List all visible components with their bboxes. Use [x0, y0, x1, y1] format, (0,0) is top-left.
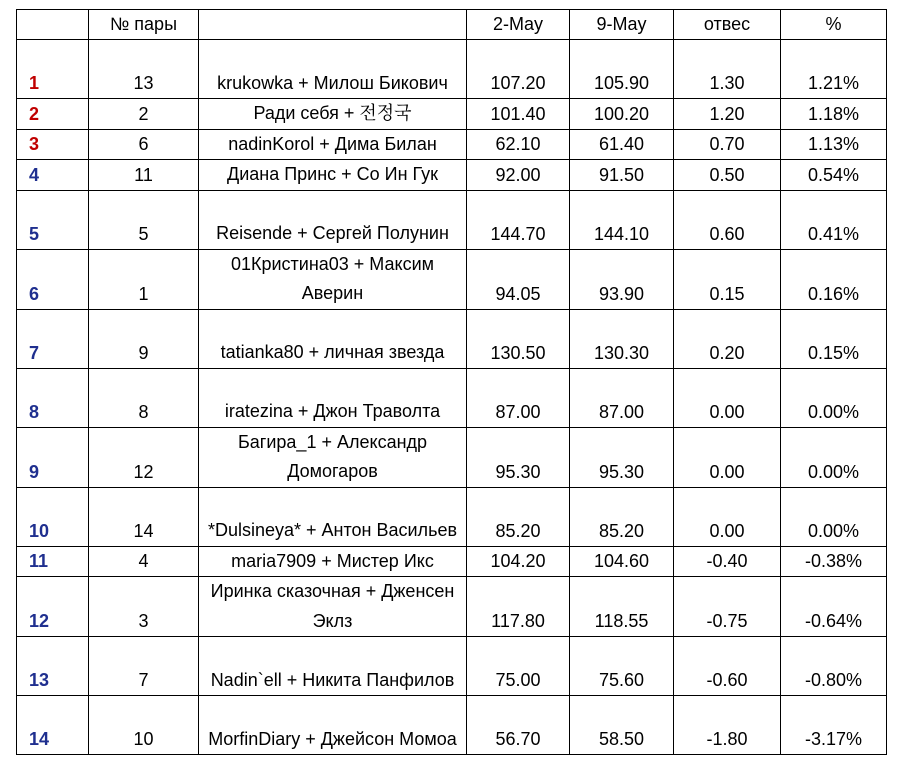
- pair-number-cell: 8: [89, 368, 199, 427]
- table-row: [17, 368, 887, 427]
- date-1-value: 85.20: [467, 487, 570, 546]
- header-name: [199, 10, 467, 40]
- date-1-value: 104.20: [467, 546, 570, 577]
- pair-number-cell: 1: [89, 249, 199, 309]
- difference-value: 0.20: [674, 309, 781, 368]
- pair-name-cell: Nadin`ell + Никита Панфилов: [199, 637, 467, 696]
- pair-number-cell: 5: [89, 190, 199, 249]
- rank-cell: 12: [17, 577, 89, 637]
- pair-number-cell: 11: [89, 160, 199, 191]
- rank-cell: 14: [17, 696, 89, 755]
- date-1-value: 144.70: [467, 190, 570, 249]
- pair-name-cell: krukowka + Милош Бикович: [199, 40, 467, 99]
- date-2-value: 93.90: [570, 249, 674, 309]
- date-2-value: 58.50: [570, 696, 674, 755]
- table-row: [17, 637, 887, 696]
- date-1-value: 94.05: [467, 249, 570, 309]
- pair-name-cell: tatianka80 + личная звезда: [199, 309, 467, 368]
- date-2-value: 144.10: [570, 190, 674, 249]
- header-date-1: 2-May: [467, 10, 570, 40]
- rank-cell: 13: [17, 637, 89, 696]
- pair-number-cell: 3: [89, 577, 199, 637]
- pair-number-cell: 7: [89, 637, 199, 696]
- header-rank: [17, 10, 89, 40]
- date-2-value: 105.90: [570, 40, 674, 99]
- percent-value: -0.64%: [781, 577, 887, 637]
- pair-name-cell: Багира_1 + Александр Домогаров: [199, 427, 467, 487]
- percent-value: 0.54%: [781, 160, 887, 191]
- pair-number-cell: 13: [89, 40, 199, 99]
- difference-value: 0.00: [674, 427, 781, 487]
- date-2-value: 75.60: [570, 637, 674, 696]
- rank-cell: 8: [17, 368, 89, 427]
- table-row: [17, 427, 887, 487]
- pair-name-cell: Ради себя + 전정국: [199, 99, 467, 130]
- percent-value: 1.21%: [781, 40, 887, 99]
- table-row: [17, 577, 887, 637]
- date-2-value: 85.20: [570, 487, 674, 546]
- pair-number-cell: 14: [89, 487, 199, 546]
- pair-number-cell: 12: [89, 427, 199, 487]
- date-1-value: 62.10: [467, 129, 570, 160]
- date-2-value: 130.30: [570, 309, 674, 368]
- pair-number-cell: 9: [89, 309, 199, 368]
- date-1-value: 75.00: [467, 637, 570, 696]
- table-row: [17, 249, 887, 309]
- difference-value: 0.00: [674, 487, 781, 546]
- pair-name-cell: iratezina + Джон Траволта: [199, 368, 467, 427]
- header-difference: отвес: [674, 10, 781, 40]
- rank-cell: 9: [17, 427, 89, 487]
- pair-name-cell: nadinKorol + Дима Билан: [199, 129, 467, 160]
- table-row: [17, 190, 887, 249]
- difference-value: 0.15: [674, 249, 781, 309]
- percent-value: 0.00%: [781, 368, 887, 427]
- percent-value: 1.13%: [781, 129, 887, 160]
- header-date-2: 9-May: [570, 10, 674, 40]
- pair-number-cell: 6: [89, 129, 199, 160]
- difference-value: 1.20: [674, 99, 781, 130]
- rank-cell: 5: [17, 190, 89, 249]
- date-1-value: 130.50: [467, 309, 570, 368]
- percent-value: 0.00%: [781, 487, 887, 546]
- rank-cell: 1: [17, 40, 89, 99]
- pair-name-cell: 01Кристина03 + Максим Аверин: [199, 249, 467, 309]
- table-row: [17, 40, 887, 99]
- date-2-value: 95.30: [570, 427, 674, 487]
- table-row: [17, 487, 887, 546]
- table-row: [17, 309, 887, 368]
- difference-value: 0.70: [674, 129, 781, 160]
- table-row: [17, 99, 887, 130]
- rank-cell: 6: [17, 249, 89, 309]
- rank-cell: 10: [17, 487, 89, 546]
- table-row: [17, 160, 887, 191]
- difference-value: 0.60: [674, 190, 781, 249]
- header-pair-number: № пары: [89, 10, 199, 40]
- pair-name-cell: Диана Принс + Со Ин Гук: [199, 160, 467, 191]
- table-row: [17, 696, 887, 755]
- percent-value: -0.80%: [781, 637, 887, 696]
- table-body: [17, 40, 887, 755]
- pair-number-cell: 2: [89, 99, 199, 130]
- pair-name-cell: MorfinDiary + Джейсон Момоа: [199, 696, 467, 755]
- pair-name-cell: Reisende + Сергей Полунин: [199, 190, 467, 249]
- difference-value: 1.30: [674, 40, 781, 99]
- percent-value: 1.18%: [781, 99, 887, 130]
- difference-value: -0.40: [674, 546, 781, 577]
- date-1-value: 56.70: [467, 696, 570, 755]
- table-row: [17, 129, 887, 160]
- pair-number-cell: 10: [89, 696, 199, 755]
- difference-value: 0.00: [674, 368, 781, 427]
- percent-value: 0.15%: [781, 309, 887, 368]
- pair-number-cell: 4: [89, 546, 199, 577]
- date-1-value: 107.20: [467, 40, 570, 99]
- percent-value: 0.41%: [781, 190, 887, 249]
- difference-value: -0.75: [674, 577, 781, 637]
- date-2-value: 61.40: [570, 129, 674, 160]
- pair-name-cell: maria7909 + Мистер Икс: [199, 546, 467, 577]
- date-1-value: 87.00: [467, 368, 570, 427]
- percent-value: -3.17%: [781, 696, 887, 755]
- difference-value: -1.80: [674, 696, 781, 755]
- percent-value: 0.16%: [781, 249, 887, 309]
- date-2-value: 91.50: [570, 160, 674, 191]
- rank-cell: 3: [17, 129, 89, 160]
- results-table: [16, 9, 887, 755]
- difference-value: -0.60: [674, 637, 781, 696]
- date-2-value: 87.00: [570, 368, 674, 427]
- table-row: [17, 546, 887, 577]
- date-1-value: 95.30: [467, 427, 570, 487]
- date-1-value: 92.00: [467, 160, 570, 191]
- rank-cell: 11: [17, 546, 89, 577]
- percent-value: 0.00%: [781, 427, 887, 487]
- difference-value: 0.50: [674, 160, 781, 191]
- date-2-value: 104.60: [570, 546, 674, 577]
- pair-name-cell: *Dulsineya* + Антон Васильев: [199, 487, 467, 546]
- header-percent: %: [781, 10, 887, 40]
- date-1-value: 117.80: [467, 577, 570, 637]
- rank-cell: 2: [17, 99, 89, 130]
- date-2-value: 118.55: [570, 577, 674, 637]
- date-1-value: 101.40: [467, 99, 570, 130]
- header-row: [17, 10, 887, 40]
- percent-value: -0.38%: [781, 546, 887, 577]
- pair-name-cell: Иринка сказочная + Дженсен Эклз: [199, 577, 467, 637]
- date-2-value: 100.20: [570, 99, 674, 130]
- rank-cell: 7: [17, 309, 89, 368]
- rank-cell: 4: [17, 160, 89, 191]
